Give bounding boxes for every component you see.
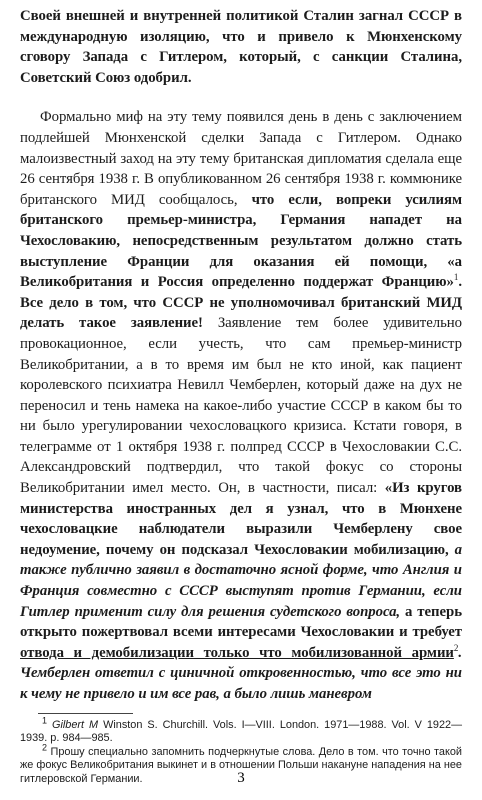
- main-text-2-bold: что если, вопреки усилиям британского премьер-министра, Германия нападет на Чехословакию, непосредственным результатом должно стать выступление Франции для оказания ей помощи, «а Великобритания и Россия определенно поддержат Францию»: [20, 191, 462, 291]
- footnote-ref-1[interactable]: 1: [453, 272, 459, 283]
- footnote-2-text: Прошу специально запомнить подчеркнутые слова. Дело в том. что точно такой же фокус Великобритания выкинет и в отношении Польши накануне нападения на нее гитлеровской Германии.: [20, 745, 462, 785]
- main-text-6-bold-italic: а также публично заявил в достаточно ясной форме, что Англия и Франция совместно с СССР выступят против Германии, если Гитлер применит силу для решения судетского вопроса,: [20, 541, 463, 620]
- footnote-1: [20, 714, 462, 746]
- footnote-1-text: Winston S. Churchill. Vols. I—VIII. London. 1971—1988. Vol. V 1922—1939. p. 984—985.: [20, 718, 462, 745]
- footnote-divider: [38, 713, 133, 714]
- footnote-1-author: Gilbert M: [51, 718, 99, 731]
- footnote-ref-2[interactable]: 2: [453, 642, 459, 653]
- main-paragraph: [20, 107, 462, 704]
- lead-paragraph: Своей внешней и внутренней политикой Сталин загнал СССР в международную изоляцию, что и привело к Мюнхенскому сговору Запада с Гитлером, который, с санкции Сталина, Советский Союз одобрил.: [20, 8, 462, 86]
- main-text-5-bold: «Из кругов министерства иностранных дел я узнал, что в Мюнхене чехословацкие наблюдатели выразили Чемберлену свое недоумение, почему он подсказал Чехословакии мобилизацию,: [20, 480, 462, 558]
- main-text-9-bold-italic: . Чемберлен ответил с циничной откровенностью, что все это ни к чему не привело и им все рав, а было лишь маневром: [20, 644, 462, 702]
- page-number: 3: [237, 770, 245, 786]
- main-text-8-underlined: отвода и демобилизации только что мобилизованной армии: [20, 644, 454, 661]
- main-text-1: Формально миф на эту тему появился день в день с заключением подлейшей Мюнхенской сделки Запада с Гитлером. Однако малоизвестный заход на эту тему британская дипломатия сделала еще 26 сентября 1938 г. В опубликованном 26 сентября 1938 г. коммюнике британского МИД сообщалось,: [20, 109, 462, 208]
- main-text-3-bold: . Все дело в том, что СССР не уполномочивал британский МИД делать такое заявление!: [20, 274, 462, 332]
- footnote-1-number: 1: [42, 714, 48, 725]
- footnote-2-number: 2: [42, 742, 48, 753]
- main-text-7-bold: а теперь открыто пожертвовал всеми интересами Чехословакии и требует: [20, 603, 462, 641]
- main-text-4: Заявление тем более удивительно провокационное, если учесть, что сам премьер-министр Великобритании, а в то время им был не кто иной, как пациент королевского психиатра Невилл Чемберлен, который даже на дух не переносил и тень намека на какое-либо участие СССР в каком бы то ни было урегулировании чехословацкого кризиса. Кстати говоря, в телеграмме от 1 октября 1938 г. полпред СССР в Чехословакии С.С. Александровский подтвердил, что такой фокус со стороны Великобритании имел место. Он, в частности, писал:: [20, 315, 462, 497]
